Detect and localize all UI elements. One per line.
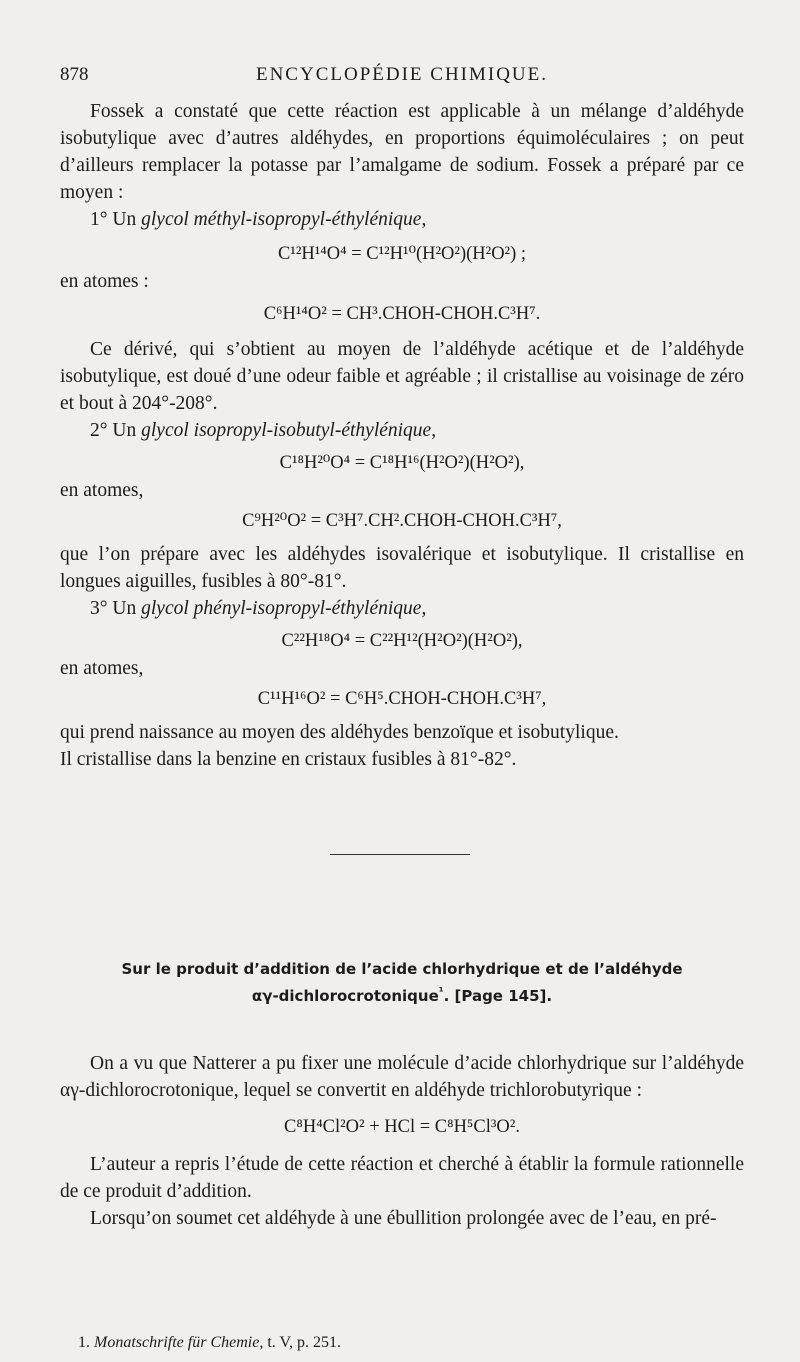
paragraph: Ce dérivé, qui s’obtient au moyen de l’aldéhyde acétique et de l’aldéhyde isobutylique, est doué d’une odeur faible et agréable ; il cristallise au voisinage de zéro et bout à 204°-208°. [60,339,744,414]
paragraph: Fossek a constaté que cette réaction est applicable à un mélange d’aldéhyde isobutylique avec d’autres aldéhydes, en proportions équimoléculaires ; on peut d’ailleurs remplacer la potasse par l’amalgame de sodium. Fossek a préparé par ce moyen : [60,101,744,203]
page-header [60,64,744,94]
page-number: 878 [60,64,89,85]
main-text-block [60,98,744,773]
paragraph: que l’on prépare avec les aldéhydes isovalérique et isobutylique. Il cristallise en longues aiguilles, fusibles à 80°-81°. [60,544,744,592]
list-item: 1° Un glycol méthyl-isopropyl-éthylénique, [90,209,427,230]
label: en atomes : [60,271,149,292]
section-text-block [60,1050,744,1232]
compound-name: glycol phényl-isopropyl-éthylénique [141,598,422,619]
heading-page-ref: . [Page 145]. [443,987,553,1005]
heading-compound: αγ-dichlorocrotonique [251,987,439,1005]
item-number: 1° Un [90,209,142,230]
paragraph: On a vu que Natterer a pu fixer une molécule d’acide chlorhydrique sur l’aldéhyde αγ-dichlorocrotonique, lequel se convertit en aldéhyde trichlorobutyrique : [60,1053,744,1101]
item-number: 2° Un [90,420,142,441]
paragraph: qui prend naissance au moyen des aldéhydes benzoïque et isobutylique. [60,722,619,743]
formula: C²²H¹⁸O⁴ = C²²H¹²(H²O²)(H²O²), [281,631,523,651]
section-heading [60,956,744,1010]
item-number: 3° Un [90,598,142,619]
paragraph: Il cristallise dans la benzine en cristaux fusibles à 81°-82°. [60,749,517,770]
formula: C⁸H⁴Cl²O² + HCl = C⁸H⁵Cl³O². [284,1117,520,1137]
footnote [78,1334,341,1352]
list-item: 2° Un glycol isopropyl-isobutyl-éthylénique, [90,420,437,441]
paragraph: L’auteur a repris l’étude de cette réaction et cherché à établir la formule rationnelle de ce produit d’addition. [60,1154,744,1202]
running-title: ENCYCLOPÉDIE CHIMIQUE. [255,64,549,85]
footnote-ref-text: t. V, p. 251. [263,1334,341,1351]
formula: C¹²H¹⁴O⁴ = C¹²H¹⁰(H²O²)(H²O²) ; [277,244,527,264]
formula: C⁶H¹⁴O² = CH³.CHOH-CHOH.C³H⁷. [263,304,541,324]
formula: C⁹H²⁰O² = C³H⁷.CH².CHOH-CHOH.C³H⁷, [242,511,562,531]
label: en atomes, [60,480,144,501]
paragraph: Lorsqu’on soumet cet aldéhyde à une ébullition prolongée avec de l’eau, en pré- [90,1208,717,1229]
section-divider [330,854,470,855]
compound-name: glycol méthyl-isopropyl-éthylénique [141,209,422,230]
label: en atomes, [60,658,144,679]
heading-line: Sur le produit d’addition de l’acide chlorhydrique et de l’aldéhyde [121,960,683,978]
footnote-ref: ¹ [438,985,444,998]
compound-name: glycol isopropyl-isobutyl-éthylénique [141,420,432,441]
footnote-number: 1. [78,1334,90,1351]
heading-line-2 [60,983,744,1010]
formula: C¹¹H¹⁶O² = C⁶H⁵.CHOH-CHOH.C³H⁷, [257,689,547,709]
footnote-journal: Monatschrifte für Chemie, [94,1334,264,1351]
list-item: 3° Un glycol phényl-isopropyl-éthylénique, [90,598,427,619]
formula: C¹⁸H²⁰O⁴ = C¹⁸H¹⁶(H²O²)(H²O²), [279,453,525,473]
